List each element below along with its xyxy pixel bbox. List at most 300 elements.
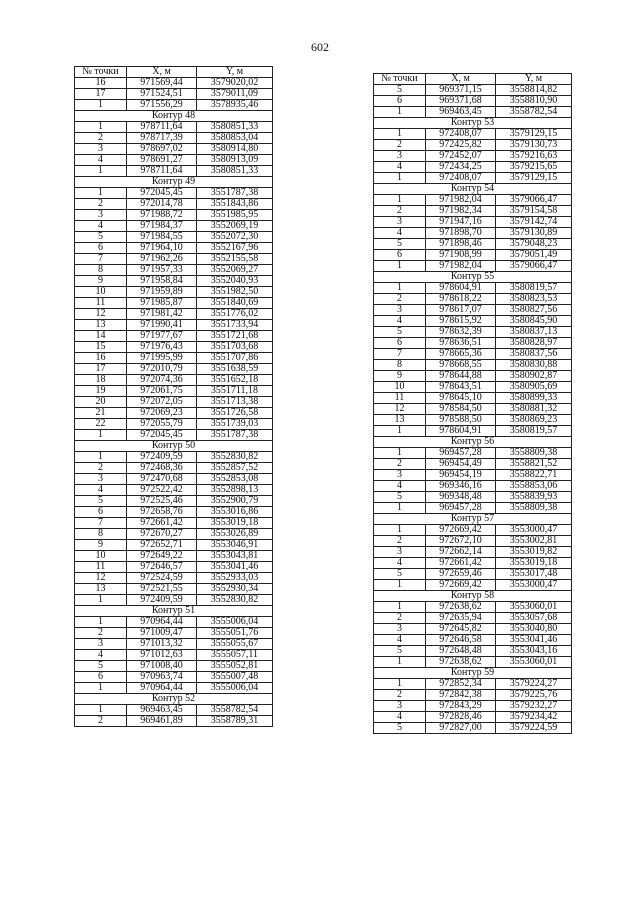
y-coordinate-cell: 3551726,58 [197,408,273,419]
y-coordinate-cell: 3551733,94 [197,320,273,331]
point-number-cell: 2 [374,294,426,305]
x-coordinate-cell: 978643,51 [426,382,496,393]
x-coordinate-cell: 970963,74 [127,672,197,683]
x-coordinate-cell: 971984,55 [127,232,197,243]
x-coordinate-cell: 972672,10 [426,536,496,547]
point-number-cell: 5 [75,232,127,243]
x-header: X, м [426,74,496,85]
point-number-cell: 1 [374,679,426,690]
contour-header-row [374,118,572,129]
y-coordinate-cell: 3552857,52 [197,463,273,474]
table-row [374,701,572,712]
contour-title: Контур 51 [75,606,273,617]
table-row [374,481,572,492]
y-header: Y, м [496,74,572,85]
point-number-cell: 4 [75,155,127,166]
x-coordinate-cell: 978636,51 [426,338,496,349]
x-coordinate-cell: 971982,04 [426,261,496,272]
point-number-cell: 6 [75,507,127,518]
x-coordinate-cell: 972635,94 [426,613,496,624]
y-coordinate-cell: 3558789,31 [197,716,273,727]
y-coordinate-cell: 3579234,42 [496,712,572,723]
x-coordinate-cell: 969371,68 [426,96,496,107]
y-coordinate-cell: 3558810,90 [496,96,572,107]
point-number-cell: 1 [75,452,127,463]
table-row [75,364,273,375]
point-number-cell: 13 [374,415,426,426]
table-row [75,342,273,353]
y-coordinate-cell: 3555057,11 [197,650,273,661]
y-coordinate-cell: 3580845,90 [496,316,572,327]
x-coordinate-cell: 972072,05 [127,397,197,408]
y-coordinate-cell: 3551739,03 [197,419,273,430]
y-coordinate-cell: 3553002,81 [496,536,572,547]
table-row [374,250,572,261]
x-coordinate-cell: 972658,76 [127,507,197,518]
y-coordinate-cell: 3580913,09 [197,155,273,166]
table-row [75,188,273,199]
table-row [374,459,572,470]
table-row [75,419,273,430]
x-coordinate-cell: 971009,47 [127,628,197,639]
point-number-cell: 12 [75,309,127,320]
table-row [374,426,572,437]
x-coordinate-cell: 978711,64 [127,122,197,133]
y-coordinate-cell: 3551703,68 [197,342,273,353]
contour-title: Контур 59 [374,668,572,679]
contour-header-row [75,111,273,122]
point-number-cell: 13 [75,584,127,595]
point-number-cell: 1 [75,705,127,716]
y-coordinate-cell: 3579215,65 [496,162,572,173]
point-number-cell: 1 [75,617,127,628]
point-number-cell: 15 [75,342,127,353]
point-number-cell: 2 [75,199,127,210]
x-coordinate-cell: 969461,89 [127,716,197,727]
y-coordinate-cell: 3580902,87 [496,371,572,382]
point-number-cell: 2 [75,628,127,639]
point-number-cell: 1 [75,683,127,694]
table-row [374,558,572,569]
y-coordinate-cell: 3552900,79 [197,496,273,507]
table-row [374,415,572,426]
y-coordinate-cell: 3553060,01 [496,602,572,613]
point-number-cell: 9 [374,371,426,382]
x-coordinate-cell: 978617,07 [426,305,496,316]
table-row [75,463,273,474]
x-coordinate-cell: 972074,36 [127,375,197,386]
x-coordinate-cell: 969346,16 [426,481,496,492]
table-row [374,679,572,690]
table-row [374,228,572,239]
y-coordinate-cell: 3579142,74 [496,217,572,228]
point-number-cell: 9 [75,540,127,551]
y-coordinate-cell: 3579020,02 [197,78,273,89]
point-number-cell: 6 [374,96,426,107]
table-row [374,239,572,250]
point-number-cell: 1 [374,525,426,536]
x-coordinate-cell: 971012,63 [127,650,197,661]
x-coordinate-cell: 971995,99 [127,353,197,364]
table-row [75,507,273,518]
point-number-cell: 4 [374,558,426,569]
x-coordinate-cell: 972425,82 [426,140,496,151]
table-row [374,371,572,382]
table-row [374,338,572,349]
point-number-cell: 8 [75,529,127,540]
x-coordinate-cell: 972525,46 [127,496,197,507]
table-row [75,265,273,276]
x-coordinate-cell: 971958,84 [127,276,197,287]
x-coordinate-cell: 972409,59 [127,595,197,606]
contour-title: Контур 49 [75,177,273,188]
contour-title: Контур 53 [374,118,572,129]
table-row [374,393,572,404]
y-coordinate-cell: 3579224,59 [496,723,572,734]
x-coordinate-cell: 970964,44 [127,617,197,628]
table-row [75,353,273,364]
contour-header-row [374,591,572,602]
x-coordinate-cell: 969454,19 [426,470,496,481]
point-number-cell: 5 [374,239,426,250]
x-coordinate-cell: 972045,45 [127,430,197,441]
table-row [75,452,273,463]
y-coordinate-cell: 3555006,04 [197,683,273,694]
contour-header-row [374,272,572,283]
y-coordinate-cell: 3555007,48 [197,672,273,683]
point-number-cell: 3 [374,624,426,635]
table-row [75,430,273,441]
table-row [374,349,572,360]
y-coordinate-cell: 3551711,18 [197,386,273,397]
point-number-cell: 3 [75,639,127,650]
table-header-row [75,67,273,78]
x-coordinate-cell: 969371,15 [426,85,496,96]
table-row [75,210,273,221]
point-number-cell: 3 [75,474,127,485]
table-header-row [374,74,572,85]
table-row [374,712,572,723]
table-row [374,151,572,162]
point-number-cell: 10 [75,551,127,562]
table-row [374,503,572,514]
x-coordinate-cell: 972452,07 [426,151,496,162]
point-number-cell: 1 [75,100,127,111]
table-row [75,386,273,397]
point-number-cell: 5 [374,569,426,580]
x-coordinate-cell: 972069,23 [127,408,197,419]
table-row [374,635,572,646]
y-coordinate-cell: 3551707,86 [197,353,273,364]
x-coordinate-cell: 971908,99 [426,250,496,261]
table-row [374,107,572,118]
y-coordinate-cell: 3580851,33 [197,122,273,133]
y-coordinate-cell: 3558782,54 [496,107,572,118]
y-coordinate-cell: 3553017,48 [496,569,572,580]
table-row [374,327,572,338]
page-number: 602 [311,40,329,54]
y-coordinate-cell: 3551776,02 [197,309,273,320]
y-coordinate-cell: 3580881,32 [496,404,572,415]
x-coordinate-cell: 972638,62 [426,657,496,668]
table-row [75,89,273,100]
point-number-cell: 3 [374,547,426,558]
point-number-cell: 5 [374,492,426,503]
x-coordinate-cell: 972649,22 [127,551,197,562]
y-coordinate-cell: 3552930,34 [197,584,273,595]
x-coordinate-cell: 971977,67 [127,331,197,342]
point-number-cell: 13 [75,320,127,331]
point-number-cell: 2 [374,206,426,217]
y-coordinate-cell: 3553000,47 [496,580,572,591]
table-row [374,404,572,415]
table-row [75,309,273,320]
x-coordinate-cell: 978697,02 [127,144,197,155]
table-row [374,217,572,228]
x-coordinate-cell: 971981,42 [127,309,197,320]
point-number-cell: 1 [374,173,426,184]
x-coordinate-cell: 969463,45 [426,107,496,118]
y-coordinate-cell: 3558821,52 [496,459,572,470]
x-coordinate-cell: 972468,36 [127,463,197,474]
table-row [75,573,273,584]
contour-header-row [374,184,572,195]
point-number-cell: 10 [75,287,127,298]
y-coordinate-cell: 3580899,33 [496,393,572,404]
point-number-cell: 1 [75,188,127,199]
y-coordinate-cell: 3558853,06 [496,481,572,492]
point-number-cell: 4 [374,228,426,239]
x-coordinate-cell: 972645,82 [426,624,496,635]
table-row [75,716,273,727]
y-coordinate-cell: 3580905,69 [496,382,572,393]
table-row [75,639,273,650]
point-number-cell: 1 [374,657,426,668]
point-number-cell: 2 [75,133,127,144]
point-number-cell: 1 [374,503,426,514]
point-number-cell: 3 [374,217,426,228]
table-row [374,723,572,734]
point-number-cell: 12 [374,404,426,415]
point-number-cell: 3 [374,470,426,481]
table-row [374,657,572,668]
x-coordinate-cell: 971982,04 [426,195,496,206]
table-row [75,397,273,408]
y-coordinate-cell: 3579066,47 [496,261,572,272]
y-coordinate-cell: 3553040,80 [496,624,572,635]
point-number-cell: 12 [75,573,127,584]
point-number-cell: 2 [374,459,426,470]
table-row [75,683,273,694]
y-coordinate-cell: 3578935,46 [197,100,273,111]
point-number-cell: 4 [374,712,426,723]
x-coordinate-cell: 978691,27 [127,155,197,166]
x-coordinate-cell: 971569,44 [127,78,197,89]
y-coordinate-cell: 3552853,08 [197,474,273,485]
x-coordinate-cell: 972522,42 [127,485,197,496]
y-coordinate-cell: 3553046,91 [197,540,273,551]
point-number-cell: 9 [75,276,127,287]
table-row [75,254,273,265]
table-row [374,162,572,173]
table-row [75,529,273,540]
y-coordinate-cell: 3579130,73 [496,140,572,151]
point-number-cell: 21 [75,408,127,419]
point-number-cell: 17 [75,89,127,100]
table-row [374,173,572,184]
y-coordinate-cell: 3579051,49 [496,250,572,261]
point-number-cell: 4 [374,316,426,327]
y-coordinate-cell: 3552167,96 [197,243,273,254]
x-coordinate-cell: 972408,07 [426,129,496,140]
x-coordinate-cell: 971990,41 [127,320,197,331]
point-number-cell: 14 [75,331,127,342]
table-row [374,624,572,635]
y-coordinate-cell: 3580853,04 [197,133,273,144]
y-coordinate-cell: 3553043,81 [197,551,273,562]
point-number-cell: 7 [75,518,127,529]
point-number-cell: 22 [75,419,127,430]
point-number-cell: 2 [374,140,426,151]
point-number-cell: 1 [374,195,426,206]
table-row [75,672,273,683]
point-number-cell: 19 [75,386,127,397]
point-number-cell: 1 [374,261,426,272]
table-row [374,580,572,591]
contour-header-row [75,441,273,452]
x-coordinate-cell: 978632,39 [426,327,496,338]
table-row [75,78,273,89]
y-coordinate-cell: 3553019,18 [496,558,572,569]
y-coordinate-cell: 3580827,56 [496,305,572,316]
x-coordinate-cell: 978604,91 [426,426,496,437]
point-number-cell: 8 [75,265,127,276]
y-coordinate-cell: 3579048,23 [496,239,572,250]
x-coordinate-cell: 978665,36 [426,349,496,360]
x-coordinate-cell: 971988,72 [127,210,197,221]
y-coordinate-cell: 3551721,68 [197,331,273,342]
x-coordinate-cell: 969457,28 [426,448,496,459]
y-coordinate-cell: 3551985,95 [197,210,273,221]
contour-header-row [75,694,273,705]
x-coordinate-cell: 972010,79 [127,364,197,375]
point-number-cell: 6 [75,243,127,254]
y-coordinate-cell: 3552155,58 [197,254,273,265]
table-row [374,360,572,371]
table-row [75,243,273,254]
y-coordinate-cell: 3580819,57 [496,283,572,294]
table-row [75,650,273,661]
x-coordinate-cell: 972521,55 [127,584,197,595]
contour-title: Контур 55 [374,272,572,283]
x-coordinate-cell: 972659,46 [426,569,496,580]
table-row [374,690,572,701]
y-coordinate-cell: 3552072,30 [197,232,273,243]
x-coordinate-cell: 972408,07 [426,173,496,184]
table-row [75,705,273,716]
point-number-cell: 1 [374,107,426,118]
x-coordinate-cell: 972646,57 [127,562,197,573]
y-coordinate-cell: 3552830,82 [197,452,273,463]
y-coordinate-cell: 3551638,59 [197,364,273,375]
x-coordinate-cell: 972434,25 [426,162,496,173]
y-coordinate-cell: 3580819,57 [496,426,572,437]
y-coordinate-cell: 3555051,76 [197,628,273,639]
table-row [75,232,273,243]
coordinates-table-right [373,73,572,734]
point-number-cell: 11 [75,298,127,309]
y-coordinate-cell: 3552830,82 [197,595,273,606]
table-row [374,129,572,140]
x-coordinate-cell: 971947,16 [426,217,496,228]
point-number-cell: 10 [374,382,426,393]
point-number-cell: 20 [75,397,127,408]
y-coordinate-cell: 3555006,04 [197,617,273,628]
y-coordinate-cell: 3553041,46 [496,635,572,646]
point-number-cell: 1 [75,595,127,606]
table-row [75,661,273,672]
y-coordinate-cell: 3552069,19 [197,221,273,232]
point-number-cell: 2 [374,690,426,701]
point-number-cell: 1 [374,283,426,294]
x-coordinate-cell: 978604,91 [426,283,496,294]
x-coordinate-cell: 972842,38 [426,690,496,701]
point-number-cell: 11 [374,393,426,404]
y-coordinate-cell: 3552040,93 [197,276,273,287]
table-row [75,144,273,155]
x-coordinate-cell: 972409,59 [127,452,197,463]
x-coordinate-cell: 971013,32 [127,639,197,650]
x-coordinate-cell: 971524,51 [127,89,197,100]
point-number-header: № точки [374,74,426,85]
x-coordinate-cell: 972661,42 [426,558,496,569]
point-number-cell: 5 [75,496,127,507]
x-coordinate-cell: 969457,28 [426,503,496,514]
x-coordinate-cell: 972061,75 [127,386,197,397]
point-number-cell: 16 [75,353,127,364]
x-coordinate-cell: 971898,70 [426,228,496,239]
x-coordinate-cell: 972670,27 [127,529,197,540]
y-coordinate-cell: 3579129,15 [496,173,572,184]
y-coordinate-cell: 3579130,89 [496,228,572,239]
x-coordinate-cell: 971982,34 [426,206,496,217]
point-number-cell: 17 [75,364,127,375]
x-coordinate-cell: 972843,29 [426,701,496,712]
point-number-cell: 3 [75,144,127,155]
table-row [75,155,273,166]
x-coordinate-cell: 972827,00 [426,723,496,734]
x-coordinate-cell: 972646,58 [426,635,496,646]
y-header: Y, м [197,67,273,78]
point-number-cell: 4 [75,485,127,496]
x-coordinate-cell: 969348,48 [426,492,496,503]
x-coordinate-cell: 971898,46 [426,239,496,250]
x-coordinate-cell: 971008,40 [127,661,197,672]
y-coordinate-cell: 3552933,03 [197,573,273,584]
table-row [374,470,572,481]
y-coordinate-cell: 3579225,76 [496,690,572,701]
table-row [374,206,572,217]
x-coordinate-cell: 972524,59 [127,573,197,584]
contour-title: Контур 58 [374,591,572,602]
table-row [75,474,273,485]
table-row [75,100,273,111]
x-coordinate-cell: 972652,71 [127,540,197,551]
y-coordinate-cell: 3580869,23 [496,415,572,426]
table-row [75,540,273,551]
x-coordinate-cell: 972055,79 [127,419,197,430]
table-row [75,133,273,144]
